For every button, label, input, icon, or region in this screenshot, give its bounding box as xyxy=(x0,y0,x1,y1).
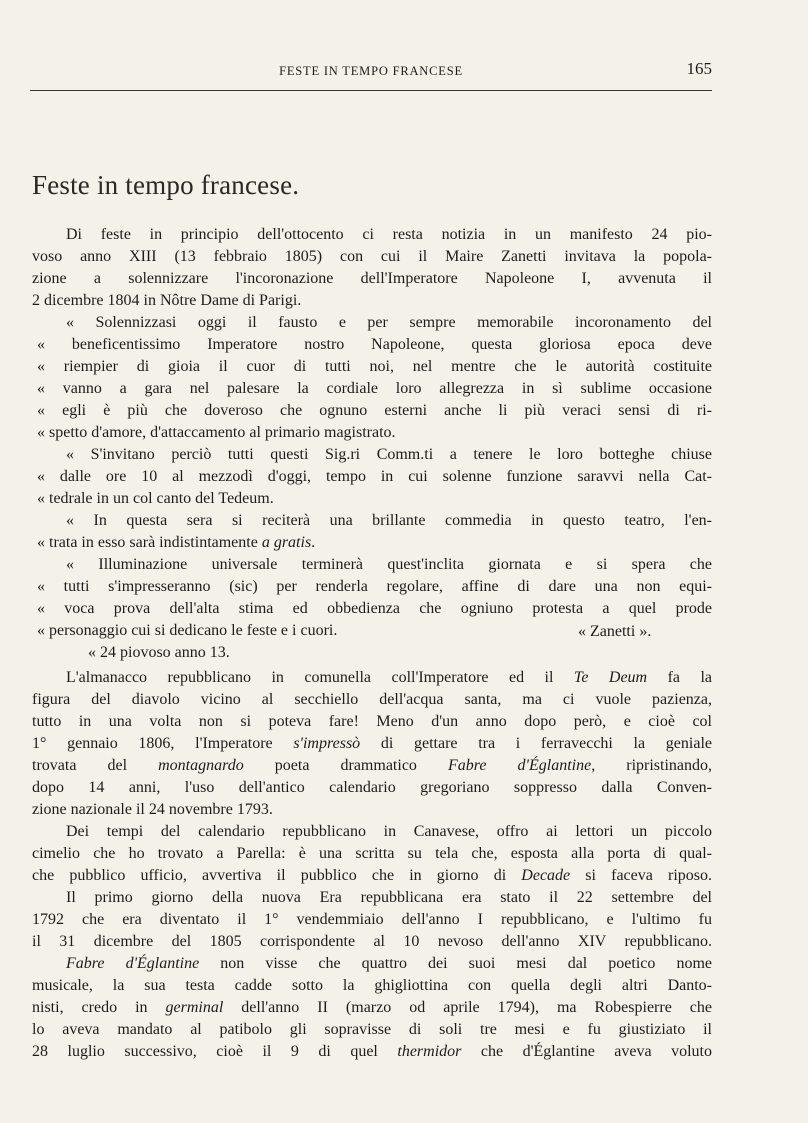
text-line: zione nazionale il 24 novembre 1793. xyxy=(32,801,273,818)
chapter-heading: Feste in tempo francese. xyxy=(32,170,300,200)
text-line: dopo 14 anni, l'uso dell'antico calendario gregoriano soppresso dalla Conven- xyxy=(32,779,712,796)
text-line: « trata in esso sarà indistintamente a gratis. xyxy=(37,534,316,551)
text-line: « voca prova dell'alta stima ed obbedienza che ogniuno protesta a quel prode xyxy=(37,600,712,617)
signature: « Zanetti ». xyxy=(578,623,652,640)
text-line: « vanno a gara nel palesare la cordiale loro allegrezza in sì sublime occasione xyxy=(37,380,712,397)
text-line: « Illuminazione universale terminerà quest'inclita giornata e si spera che xyxy=(66,556,712,573)
text-line: 28 luglio successivo, cioè il 9 di quel thermidor che d'Églantine aveva voluto xyxy=(32,1043,713,1060)
text-line: « riempier di gioia il cuor di tutti noi, nel mentre che le autorità costituite xyxy=(37,358,712,375)
text-line: « tedrale in un col canto del Tedeum. xyxy=(37,490,274,507)
text-line: figura del diavolo vicino al secchiello dell'acqua santa, ma ci vuole pazienza, xyxy=(32,691,712,708)
text-line: Dei tempi del calendario repubblicano in Canavese, offro ai lettori un piccolo xyxy=(66,823,712,840)
text-line: musicale, la sua testa cadde sotto la ghigliottina con quella degli altri Danto- xyxy=(32,977,712,994)
text-line: Il primo giorno della nuova Era repubblicana era stato il 22 settembre del xyxy=(66,889,712,906)
running-head xyxy=(30,56,712,91)
text-line: « spetto d'amore, d'attaccamento al primario magistrato. xyxy=(37,424,396,441)
running-head-title: FESTE IN TEMPO FRANCESE xyxy=(279,64,463,78)
text-line: Di feste in principio dell'ottocento ci resta notizia in un manifesto 24 pio- xyxy=(66,226,712,243)
text-line: Fabre d'Églantine non visse che quattro dei suoi mesi dal poetico nome xyxy=(66,955,713,972)
text-line: che pubblico ufficio, avvertiva il pubblico che in giorno di Decade si faceva riposo. xyxy=(32,867,713,884)
text-line: « 24 piovoso anno 13. xyxy=(88,644,230,661)
text-line: nisti, credo in germinal dell'anno II (marzo od aprile 1794), ma Robespierre che xyxy=(32,999,712,1016)
text-line: 1792 che era diventato il 1° vendemmiaio dell'anno I repubblicano, e l'ultimo fu xyxy=(32,911,712,928)
text-line: lo aveva mandato al patibolo gli sopravisse di soli tre mesi e fu giustiziato il xyxy=(32,1021,712,1038)
page-number: 165 xyxy=(686,59,712,78)
text-line: il 31 dicembre del 1805 corrispondente al 10 nevoso dell'anno XIV repubblicano. xyxy=(32,933,712,950)
text-line: 1° gennaio 1806, l'Imperatore s'impressò di gettare tra i ferravecchi la geniale xyxy=(32,735,712,752)
text-line: 2 dicembre 1804 in Nôtre Dame di Parigi. xyxy=(32,292,302,309)
text-line: « dalle ore 10 al mezzodì d'oggi, tempo in cui solenne funzione saravvi nella Cat- xyxy=(37,468,712,485)
text-line: cimelio che ho trovato a Parella: è una scritta su tela che, esposta alla porta di qual- xyxy=(32,845,712,862)
text-line: « egli è più che doveroso che ognuno esterni anche li più veraci sensi di ri- xyxy=(37,402,712,419)
text-line: zione a solennizzare l'incoronazione dell'Imperatore Napoleone I, avvenuta il xyxy=(32,270,712,287)
text-line: « Solennizzasi oggi il fausto e per sempre memorabile incoronamento del xyxy=(66,314,712,331)
text-line: tutto in una volta non si poteva fare! Meno d'un anno dopo però, e cioè col xyxy=(32,713,712,730)
text-line: « personaggio cui si dedicano le feste e i cuori. xyxy=(37,622,338,639)
text-line: « beneficentissimo Imperatore nostro Napoleone, questa gloriosa epoca deve xyxy=(37,336,712,353)
text-line: trovata del montagnardo poeta drammatico Fabre d'Églantine, ripristinando, xyxy=(32,757,713,774)
text-line: « tutti s'impresseranno (sic) per renderla regolare, affine di dare una non equi- xyxy=(37,578,712,595)
text-line: « In questa sera si reciterà una brillante commedia in questo teatro, l'en- xyxy=(66,512,712,529)
text-line: voso anno XIII (13 febbraio 1805) con cui il Maire Zanetti invitava la popola- xyxy=(32,248,712,265)
text-line: L'almanacco repubblicano in comunella coll'Imperatore ed il Te Deum fa la xyxy=(66,669,712,686)
text-line: « S'invitano perciò tutti questi Sig.ri Comm.ti a tenere le loro botteghe chiuse xyxy=(66,446,712,463)
